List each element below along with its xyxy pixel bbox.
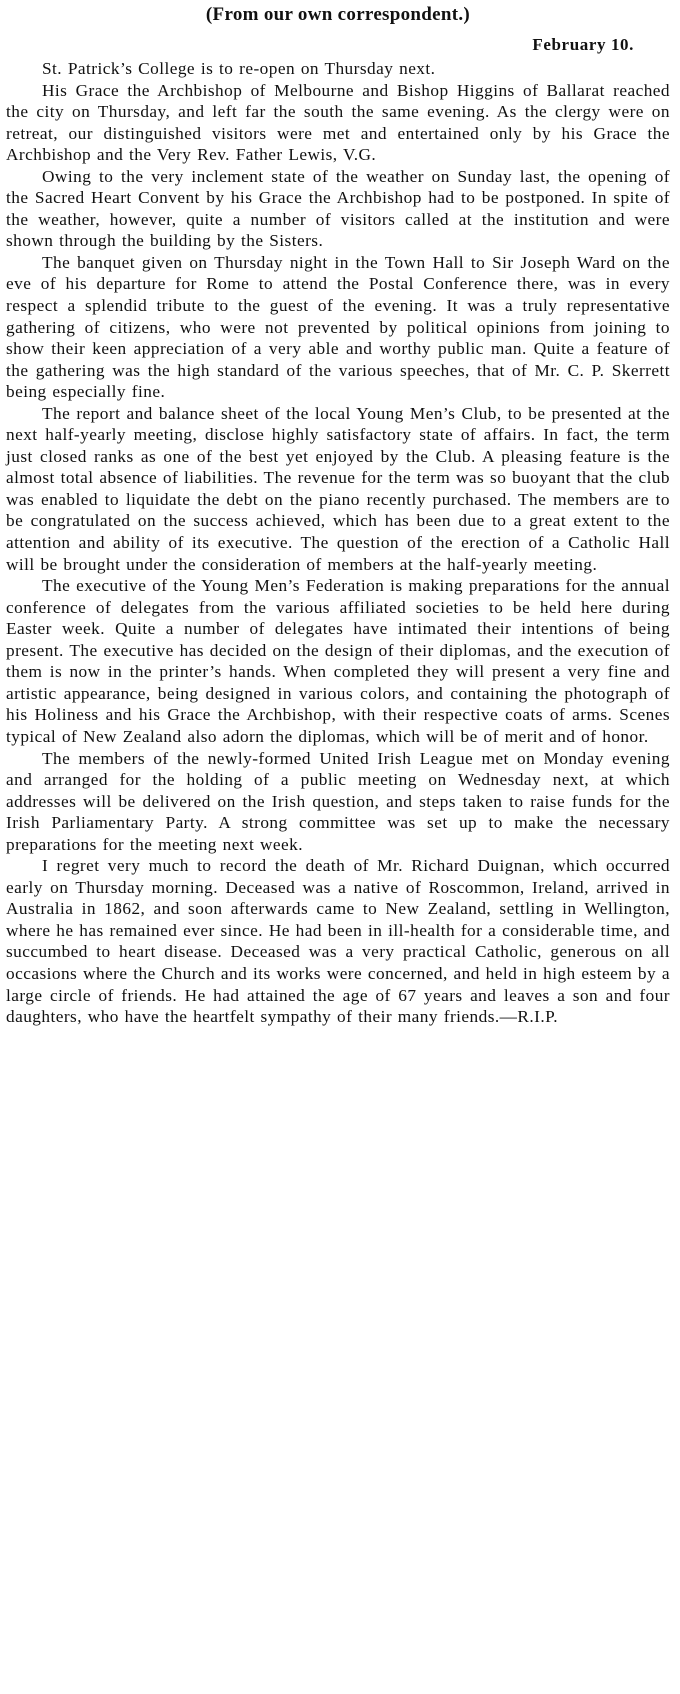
paragraph-college-reopening: St. Patrick’s College is to re-open on Thursday next. [42, 59, 436, 78]
paragraph-banquet: The banquet given on Thursday night in the Town Hall to Sir Joseph Ward on the eve of his departure for Rome to attend the Postal Conference there, was in every respect a splendid tribute to the guest of the evening. It was a truly representative gathering of citizens, who were not prevented by political opinions from joining to show their keen appreciation of a very able and worthy public man. Quite a feature of the gathering was the high standard of the various speeches, that of Mr. C. P. Skerrett being especially fine. [6, 252, 670, 402]
dateline: February 10. [532, 35, 634, 54]
paragraph-irish-league: The members of the newly-formed United Irish League met on Monday evening and arranged for the holding of a public meeting on Wednesday next, at which addresses will be delivered on the Irish question, and steps taken to raise funds for the Irish Parliamentary Party. A strong committee was set up to make the necessary preparations for the meeting next week. [6, 748, 670, 854]
paragraph-young-mens-club: The report and balance sheet of the local Young Men’s Club, to be presented at the next half-yearly meeting, disclose highly satisfactory state of affairs. In fact, the term just closed ranks as one of the best yet enjoyed by the Club. A pleasing feature is the almost total absence of liabilities. The revenue for the term was so buoyant that the club was enabled to liquidate the debt on the piano recently purchased. The members are to be congratulated on the success achieved, which has been due to a great extent to the attention and ability of its executive. The question of the erection of a Catholic Hall will be brought under the consideration of members at the half-yearly meeting. [6, 403, 670, 574]
paragraph-convent-opening: Owing to the very inclement state of the weather on Sunday last, the opening of the Sacred Heart Convent by his Grace the Archbishop had to be postponed. In spite of the weather, however, quite a number of visitors called at the institution and were shown through the building by the Sisters. [6, 166, 670, 251]
paragraph-obituary: I regret very much to record the death of Mr. Richard Duignan, which occurred early on Thursday morning. Deceased was a native of Roscommon, Ireland, arrived in Australia in 1862, and soon afterwards came to New Zealand, settling in Wellington, where he has remained ever since. He had been in ill-health for a considerable time, and succumbed to heart disease. Deceased was a very practical Catholic, generous on all occasions where the Church and its works were concerned, and held in high esteem by a large circle of friends. He had attained the age of 67 years and leaves a son and four daughters, who have the heartfelt sympathy of their many friends.—R.I.P. [6, 856, 670, 1027]
byline-heading: (From our own correspondent.) [205, 4, 471, 25]
paragraph-archbishop-visit: His Grace the Archbishop of Melbourne and Bishop Higgins of Ballarat reached the city on Thursday, and left far the south the same evening. As the clergy were on retreat, our distinguished visitors were met and entertained only by his Grace the Archbishop and the Very Rev. Father Lewis, V.G. [6, 80, 670, 165]
paragraph-federation-conference: The executive of the Young Men’s Federation is making preparations for the annual conference of delegates from the various affiliated societies to be held here during Easter week. Quite a number of delegates have intimated their intentions of being present. The executive has decided on the design of their diplomas, and the execution of them is now in the printer’s hands. When completed they will present a very fine and artistic appearance, being designed in various colors, and containing the photograph of his Holiness and his Grace the Archbishop, with their respective coats of arms. Scenes typical of New Zealand also adorn the diplomas, which will be of merit and of honor. [6, 576, 670, 746]
